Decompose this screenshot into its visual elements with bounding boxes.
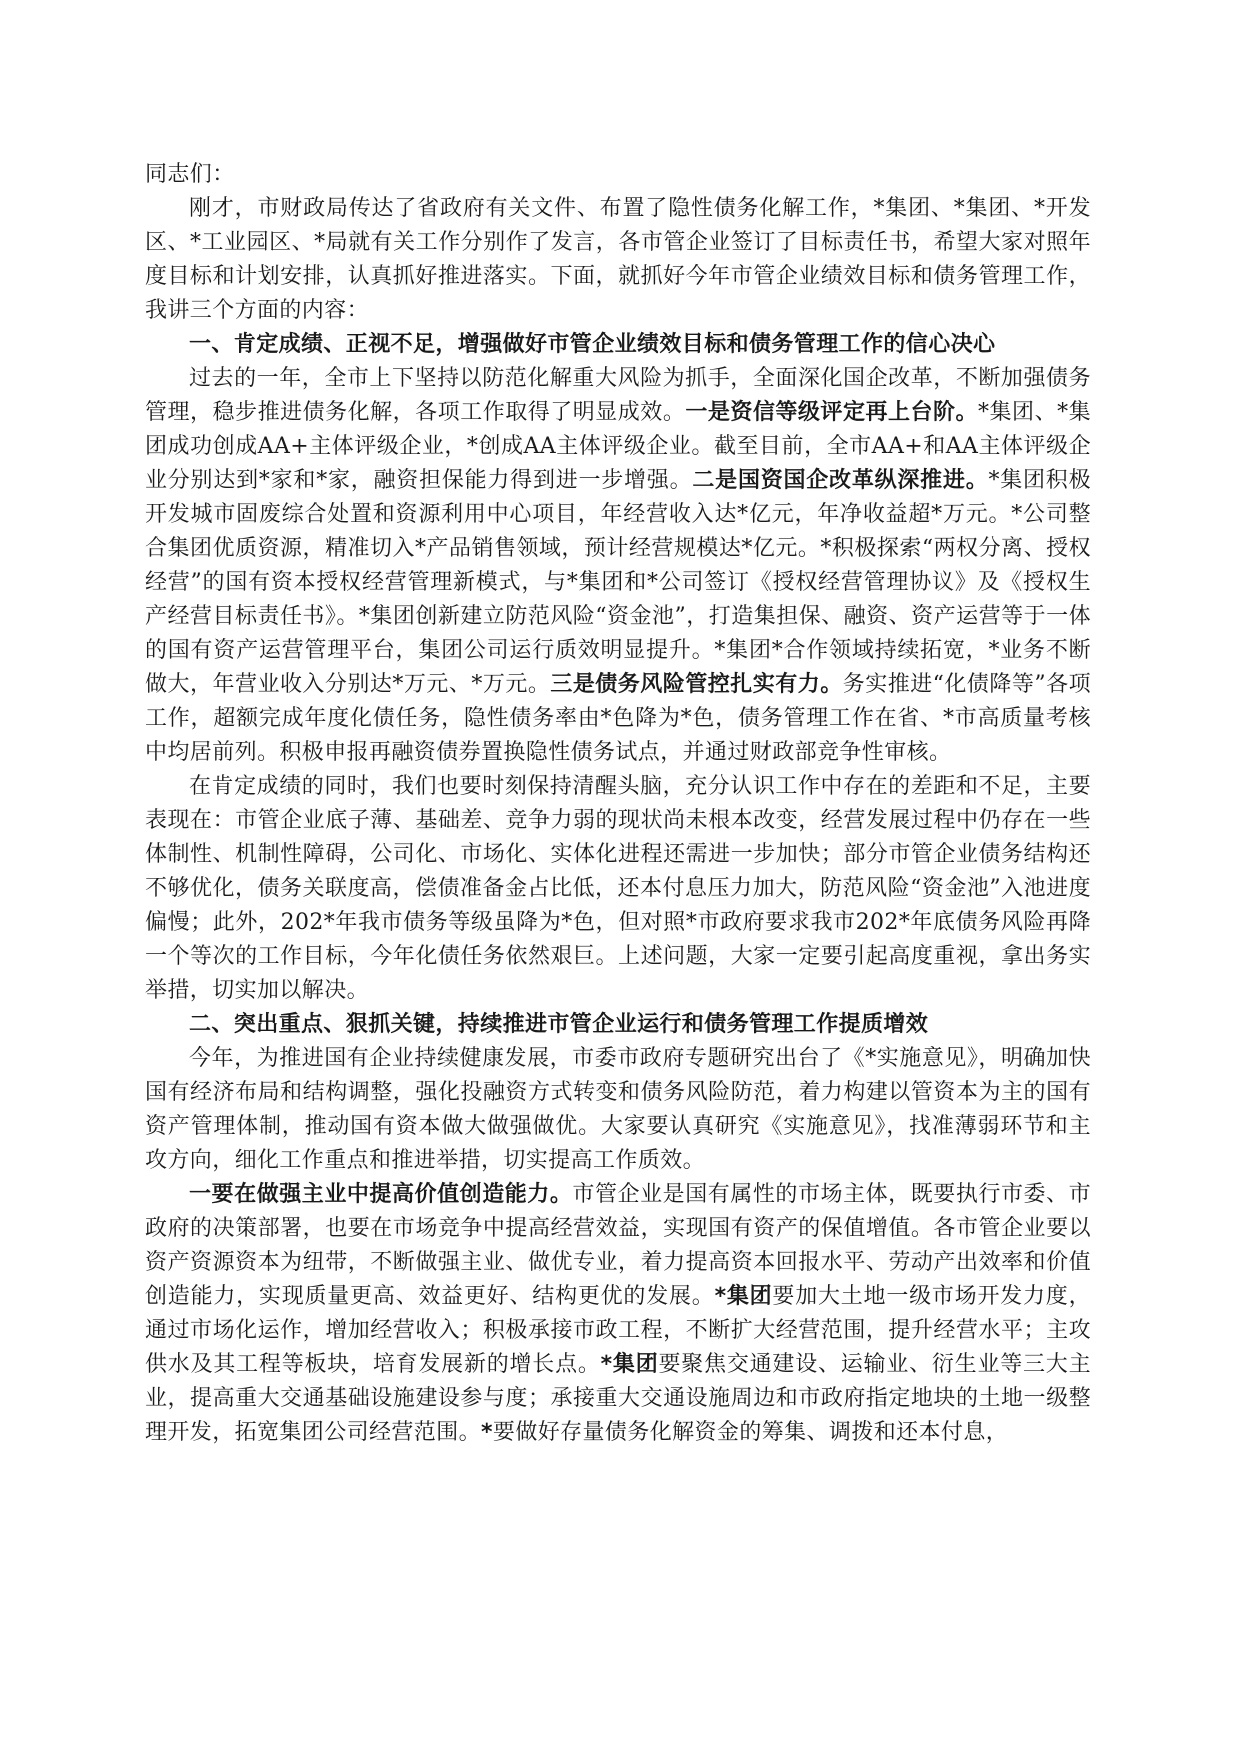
- bold-entity-name: *集团: [600, 1352, 659, 1377]
- bold-point-heading: 一要在做强主业中提高价值创造能力。: [189, 1182, 573, 1207]
- bold-point-1: 一是资信等级评定再上台阶。: [685, 400, 979, 425]
- intro-paragraph: 刚才，市财政局传达了省政府有关文件、布置了隐性债务化解工作，*集团、*集团、*开发区、*工业园区、*局就有关工作分别作了发言，各市管企业签订了目标责任书，希望大家对照年度目标和计划安排，认真抓好推进落实。下面，就抓好今年市管企业绩效目标和债务管理工作，我讲三个方面的内容：: [145, 196, 1091, 323]
- section-1-heading: 一、肯定成绩、正视不足，增强做好市管企业绩效目标和债务管理工作的信心决心: [189, 332, 996, 357]
- bold-point-2: 二是国资国企改革纵深推进。: [692, 468, 989, 493]
- bold-entity-name: *集团: [714, 1284, 773, 1309]
- text-span: 要做好存量债务化解资金的筹集、调拨和还本付息，: [492, 1420, 1009, 1445]
- document-page: [145, 158, 1091, 1450]
- text-span: 要聚焦交通建设、运输业、衍生业等三大主业，提高重大交通基础设施建设参与度；承接重大交通设施周边和市政府指定地块的土地一级整理开发，拓宽集团公司经营范围。: [145, 1352, 1091, 1445]
- salutation: 同志们：: [145, 162, 235, 187]
- section-2-intro-paragraph: 今年，为推进国有企业持续健康发展，市委市政府专题研究出台了《*实施意见》，明确加快国有经济布局和结构调整，强化投融资方式转变和债务风险防范，着力构建以管资本为主的国有资产管理体制，推动国有资本做大做强做优。大家要认真研究《实施意见》，找准薄弱环节和主攻方向，细化工作重点和推进举措，切实提高工作质效。: [145, 1046, 1091, 1173]
- section-2-point-1-paragraph: [145, 1178, 1091, 1450]
- bold-entity-name: *: [481, 1420, 493, 1445]
- text-span: 要加大土地一级市场开发力度，通过市场化运作，增加经营收入；积极承接市政工程，不断扩大经营范围，提升经营水平；主攻供水及其工程等板块，培育发展新的增长点。: [145, 1284, 1091, 1377]
- text-span: *集团、*集团成功创成AA+主体评级企业，*创成AA主体评级企业。截至目前，全市AA+和AA主体评级企业分别达到*家和*家，融资担保能力得到进一步增强。: [145, 400, 1092, 493]
- text-span: 市管企业是国有属性的市场主体，既要执行市委、市政府的决策部署，也要在市场竞争中提高经营效益，实现国有资产的保值增值。各市管企业要以资产资源资本为纽带，不断做强主业、做优专业，着力提高资本回报水平、劳动产出效率和价值创造能力，实现质量更高、效益更好、结构更优的发展。: [145, 1182, 1091, 1309]
- section-1-achievements-paragraph: [145, 362, 1091, 770]
- text-span: 过去的一年，全市上下坚持以防范化解重大风险为抓手，全面深化国企改革，不断加强债务管理，稳步推进债务化解，各项工作取得了明显成效。: [145, 366, 1091, 425]
- bold-point-3: 三是债务风险管控扎实有力。: [550, 672, 843, 697]
- section-1-shortcomings-paragraph: 在肯定成绩的同时，我们也要时刻保持清醒头脑，充分认识工作中存在的差距和不足，主要表现在：市管企业底子薄、基础差、竞争力弱的现状尚未根本改变，经营发展过程中仍存在一些体制性、机制性障碍，公司化、市场化、实体化进程还需进一步加快；部分市管企业债务结构还不够优化，债务关联度高，偿债准备金占比低，还本付息压力加大，防范风险“资金池”入池进度偏慢；此外，202*年我市债务等级虽降为*色，但对照*市政府要求我市202*年底债务风险再降一个等次的工作目标，今年化债任务依然艰巨。上述问题，大家一定要引起高度重视，拿出务实举措，切实加以解决。: [145, 774, 1091, 1003]
- text-span: 务实推进“化债降等”各项工作，超额完成年度化债任务，隐性债务率由*色降为*色，债务管理工作在省、*市高质量考核中均居前列。积极申报再融资债券置换隐性债务试点，并通过财政部竞争性审核。: [145, 672, 1092, 765]
- section-2-heading: 二、突出重点、狠抓关键，持续推进市管企业运行和债务管理工作提质增效: [189, 1012, 929, 1037]
- text-span: *集团积极开发城市固废综合处置和资源利用中心项目，年经营收入达*亿元，年净收益超*万元。*公司整合集团优质资源，精准切入*产品销售领域，预计经营规模达*亿元。*积极探索“两权分离、授权经营”的国有资本授权经营管理新模式，与*集团和*公司签订《授权经营管理协议》及《授权生产经营目标责任书》。*集团创新建立防范风险“资金池”，打造集担保、融资、资产运营等于一体的国有资产运营管理平台，集团公司运行质效明显提升。*集团*合作领域持续拓宽，*业务不断做大，年营业收入分别达*万元、*万元。: [145, 468, 1091, 697]
